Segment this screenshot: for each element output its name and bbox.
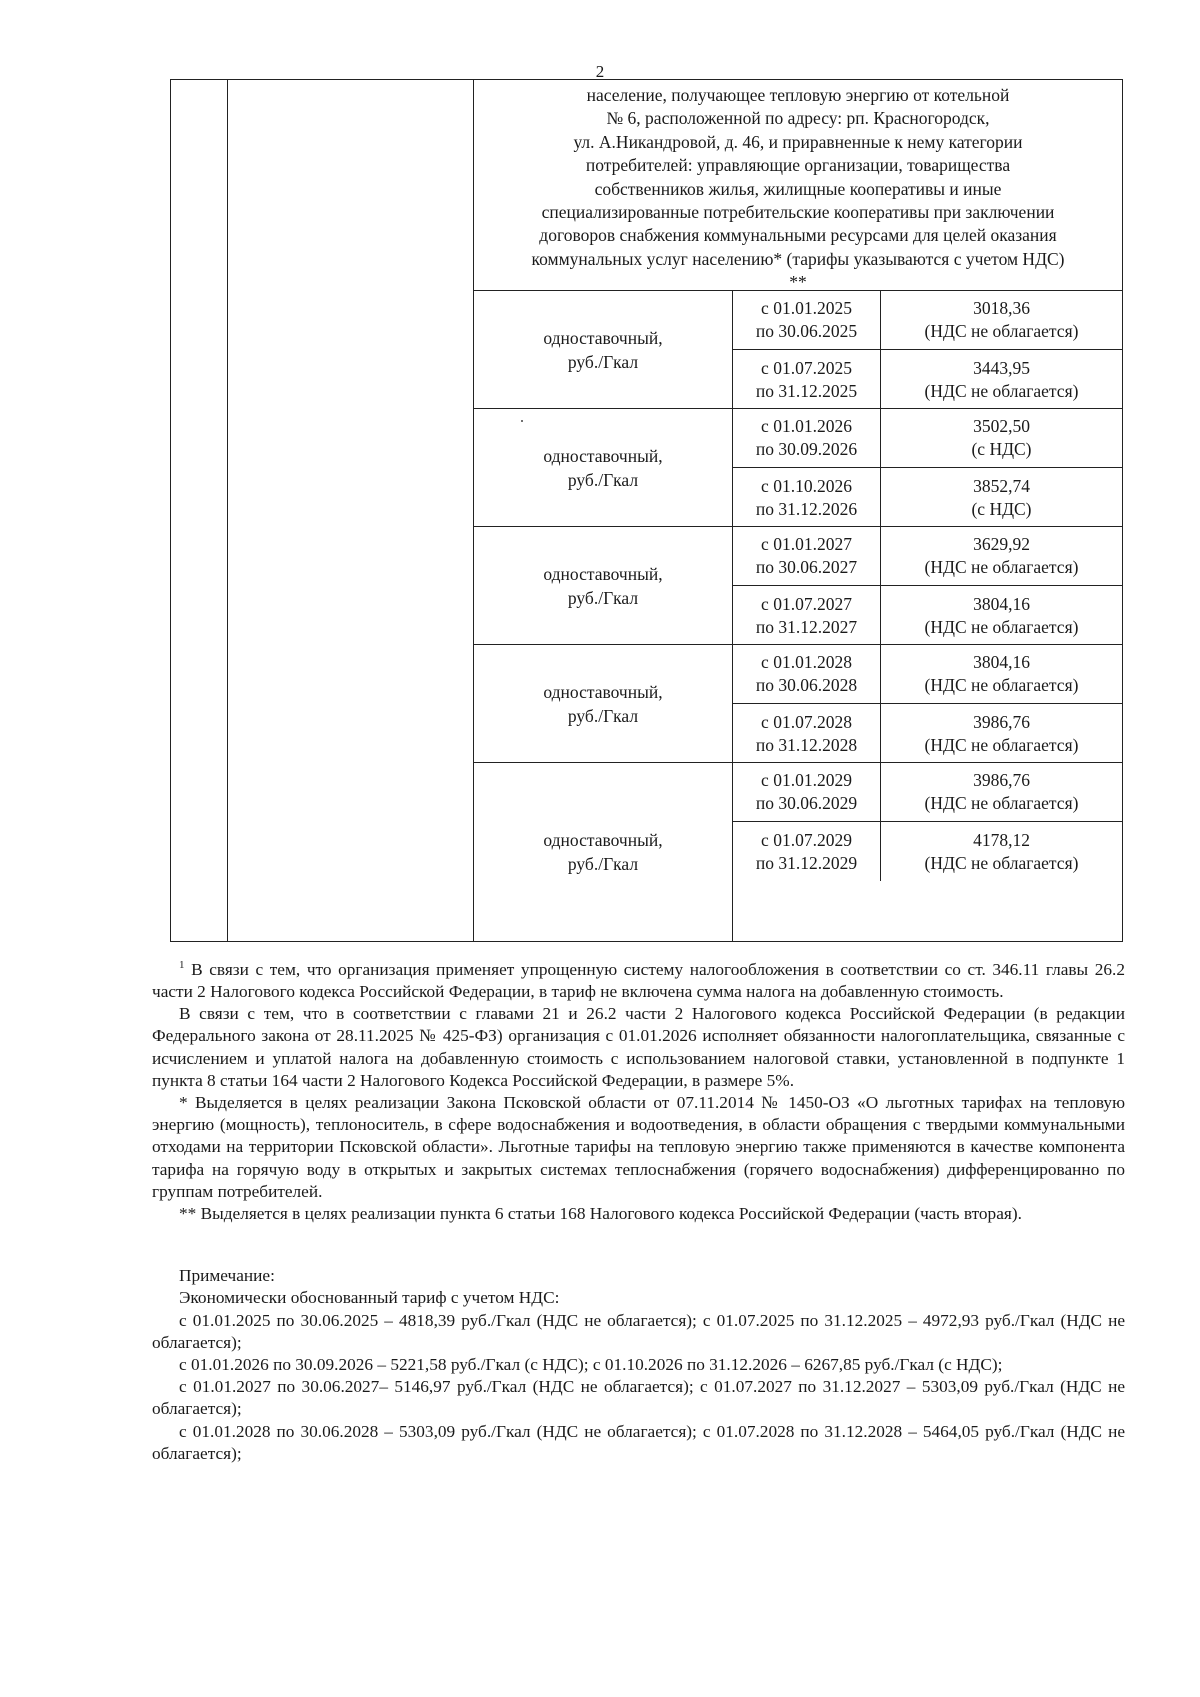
tariff-value-cell <box>881 468 1122 527</box>
period-cell <box>733 822 881 881</box>
tariff-value-cell <box>881 291 1122 349</box>
table-row <box>733 468 1122 527</box>
tariff-value-cell <box>881 763 1122 821</box>
note-line: с 01.01.2027 по 30.06.2027– 5146,97 руб./Гкал (НДС не облагается); с 01.07.2027 по 31.12.2027 – 5303,09 руб./Гкал (НДС не облагается); <box>152 1377 1125 1419</box>
page-number: 2 <box>595 62 605 81</box>
header-line: специализированные потребительские кооперативы при заключении <box>541 202 1055 223</box>
tariff-value: 4178,12 <box>973 829 1030 850</box>
tariff-unit-text: руб./Гкал <box>567 705 639 726</box>
header-line: коммунальных услуг населению* (тарифы указываются с учетом НДС) <box>531 248 1065 269</box>
period-from: с 01.01.2027 <box>761 534 852 554</box>
table-column-number <box>171 80 228 941</box>
period-from: с 01.01.2026 <box>761 416 852 436</box>
period-to: по 31.12.2025 <box>755 380 858 401</box>
footnotes-section <box>152 954 1125 1465</box>
period-to: по 30.09.2026 <box>755 439 858 459</box>
period-cell <box>733 645 881 703</box>
period-from: с 01.01.2029 <box>761 770 852 790</box>
vat-note: (НДС не облагается) <box>924 616 1079 637</box>
table-row <box>733 350 1122 409</box>
period-cell <box>733 527 881 585</box>
period-cell <box>733 291 881 349</box>
footnote-1-text: В связи с тем, что организация применяет упрощенную систему налогообложения в соответствии со ст. 346.11 главы 26.2 части 2 Налогового кодекса Российской Федерации, в тариф не включена сумма налога на добавленную стоимость. <box>152 959 1125 1001</box>
tariff-type-label <box>474 645 733 762</box>
vat-note: (НДС не облагается) <box>924 380 1079 401</box>
vat-note: (с НДС) <box>971 439 1032 459</box>
tariff-value: 3852,74 <box>973 475 1030 496</box>
period-from: с 01.01.2028 <box>761 652 852 672</box>
tariff-value: 3502,50 <box>973 416 1030 436</box>
note-line: с 01.01.2025 по 30.06.2025 – 4818,39 руб./Гкал (НДС не облагается); с 01.07.2025 по 31.12.2025 – 4972,93 руб./Гкал (НДС не облагается); <box>152 1310 1125 1352</box>
tariff-value-cell <box>881 527 1122 585</box>
note-line: с 01.01.2026 по 30.09.2026 – 5221,58 руб./Гкал (с НДС); с 01.10.2026 по 31.12.2026 – 6267,85 руб./Гкал (с НДС); <box>179 1355 1003 1375</box>
tariff-value-cell <box>881 645 1122 703</box>
tariff-type-text: одноставочный, <box>543 445 663 466</box>
table-row <box>733 409 1122 468</box>
period-to: по 31.12.2027 <box>755 616 858 637</box>
period-to: по 30.06.2027 <box>755 557 858 577</box>
tariff-type-text: одноставочный, <box>543 830 663 850</box>
period-from: с 01.01.2025 <box>761 298 852 318</box>
tariff-group-2029 <box>474 763 1122 941</box>
period-to: по 31.12.2029 <box>755 852 858 873</box>
period-from: с 01.07.2028 <box>761 711 852 732</box>
period-to: по 30.06.2025 <box>755 321 858 341</box>
table-row <box>733 527 1122 586</box>
footnote-1-mark: 1 <box>179 959 185 971</box>
period-to: по 30.06.2029 <box>755 793 858 813</box>
vat-note: (НДС не облагается) <box>924 675 1079 695</box>
tariff-unit-text: руб./Гкал <box>567 587 639 608</box>
header-line: ул. А.Никандровой, д. 46, и приравненные к нему категории <box>573 131 1023 152</box>
tariff-group-2027 <box>474 527 1122 645</box>
vat-note: (с НДС) <box>971 498 1032 519</box>
header-line: ** <box>789 272 807 293</box>
header-line: население, получающее тепловую энергию от котельной <box>586 85 1010 105</box>
period-to: по 31.12.2028 <box>755 734 858 755</box>
table-column-organization <box>228 80 474 941</box>
table-row <box>733 645 1122 704</box>
footnote-1-continued: В связи с тем, что в соответствии с главами 21 и 26.2 части 2 Налогового кодекса Российской Федерации (в редакции Федерального закона от 28.11.2025 № 425-ФЗ) организация с 01.01.2026 исполняет обязанности налогоплательщика, связанные с исчислением и уплатой налога на добавленную стоимость с использованием налоговой ставки, установленной в подпункте 1 пункта 8 статьи 164 части 2 Налогового Кодекса Российской Федерации, в размере 5%. <box>152 1004 1125 1090</box>
period-cell <box>733 586 881 645</box>
tariff-type-label <box>474 527 733 644</box>
tariff-type-text: одноставочный, <box>543 563 663 584</box>
tariff-unit-text: руб./Гкал <box>567 351 639 372</box>
tariff-value: 3986,76 <box>973 711 1030 732</box>
header-line: собственников жилья, жилищные кооперативы и иные <box>594 178 1002 199</box>
tariff-value-cell <box>881 350 1122 409</box>
tariff-type-label <box>474 409 733 526</box>
tariff-group-2025 <box>474 291 1122 409</box>
vat-note: (НДС не облагается) <box>924 793 1079 813</box>
tariff-type-text: одноставочный, <box>543 681 663 702</box>
tariff-value-cell <box>881 704 1122 763</box>
tariff-value: 3986,76 <box>973 770 1030 790</box>
period-to: по 30.06.2028 <box>755 675 858 695</box>
table-row <box>733 586 1122 645</box>
tariff-type-text: одноставочный, <box>543 327 663 348</box>
vat-note: (НДС не облагается) <box>924 852 1079 873</box>
table-row <box>733 822 1122 941</box>
period-cell <box>733 468 881 527</box>
vat-note: (НДС не облагается) <box>924 321 1079 341</box>
tariff-value-cell <box>881 409 1122 467</box>
header-line: договоров снабжения коммунальными ресурсами для целей оказания <box>539 225 1057 246</box>
note-subtitle: Экономически обоснованный тариф с учетом НДС: <box>179 1288 560 1308</box>
tariff-value-cell <box>881 586 1122 645</box>
tariff-unit-text: руб./Гкал <box>567 854 639 874</box>
period-cell <box>733 704 881 763</box>
tariff-value: 3804,16 <box>973 652 1030 672</box>
table-header-consumer-group <box>474 80 1122 291</box>
note-title: Примечание: <box>179 1266 275 1286</box>
header-line: № 6, расположенной по адресу: рп. Красногородск, <box>606 108 990 129</box>
tariff-type-label <box>474 291 733 408</box>
tariff-value-cell <box>881 822 1122 881</box>
tariff-group-2028 <box>474 645 1122 763</box>
footnote-star: * Выделяется в целях реализации Закона Псковской области от 07.11.2014 № 1450-ОЗ «О льготных тарифах на тепловую энергию (мощность), теплоноситель, в сфере водоснабжения и водоотведения, в области обращения с твердыми коммунальными отходами на территории Псковской области». Льготные тарифы на тепловую энергию также применяются в качестве компонента тарифа на горячую воду в открытых и закрытых системах теплоснабжения (горячего водоснабжения) дифференцированно по группам потребителей. <box>152 1092 1125 1201</box>
vat-note: (НДС не облагается) <box>924 734 1079 755</box>
spacer <box>152 1225 1125 1265</box>
tariff-value: 3443,95 <box>973 357 1030 378</box>
period-from: с 01.10.2026 <box>761 475 852 496</box>
period-cell <box>733 409 881 467</box>
period-from: с 01.07.2025 <box>761 357 852 378</box>
period-cell <box>733 350 881 409</box>
period-from: с 01.07.2029 <box>761 829 852 850</box>
table-row <box>733 704 1122 763</box>
tariff-type-label <box>474 763 733 941</box>
period-from: с 01.07.2027 <box>761 593 852 614</box>
tariff-group-2026 <box>474 409 1122 527</box>
period-to: по 31.12.2026 <box>755 498 858 519</box>
note-line: с 01.01.2028 по 30.06.2028 – 5303,09 руб./Гкал (НДС не облагается); с 01.07.2028 по 31.12.2028 – 5464,05 руб./Гкал (НДС не облагается); <box>152 1421 1125 1463</box>
tariff-table <box>170 79 1123 942</box>
table-row <box>733 291 1122 350</box>
header-line: потребителей: управляющие организации, товарищества <box>585 155 1011 176</box>
tariff-value: 3804,16 <box>973 593 1030 614</box>
table-row <box>733 763 1122 822</box>
footnote-1 <box>152 954 1125 1003</box>
tariff-value: 3629,92 <box>973 534 1030 554</box>
tariff-value: 3018,36 <box>973 298 1030 318</box>
vat-note: (НДС не облагается) <box>924 557 1079 577</box>
footnote-double-star: ** Выделяется в целях реализации пункта 6 статьи 168 Налогового кодекса Российской Федерации (часть вторая). <box>179 1204 1022 1223</box>
period-cell <box>733 763 881 821</box>
tariff-unit-text: руб./Гкал <box>567 469 639 490</box>
